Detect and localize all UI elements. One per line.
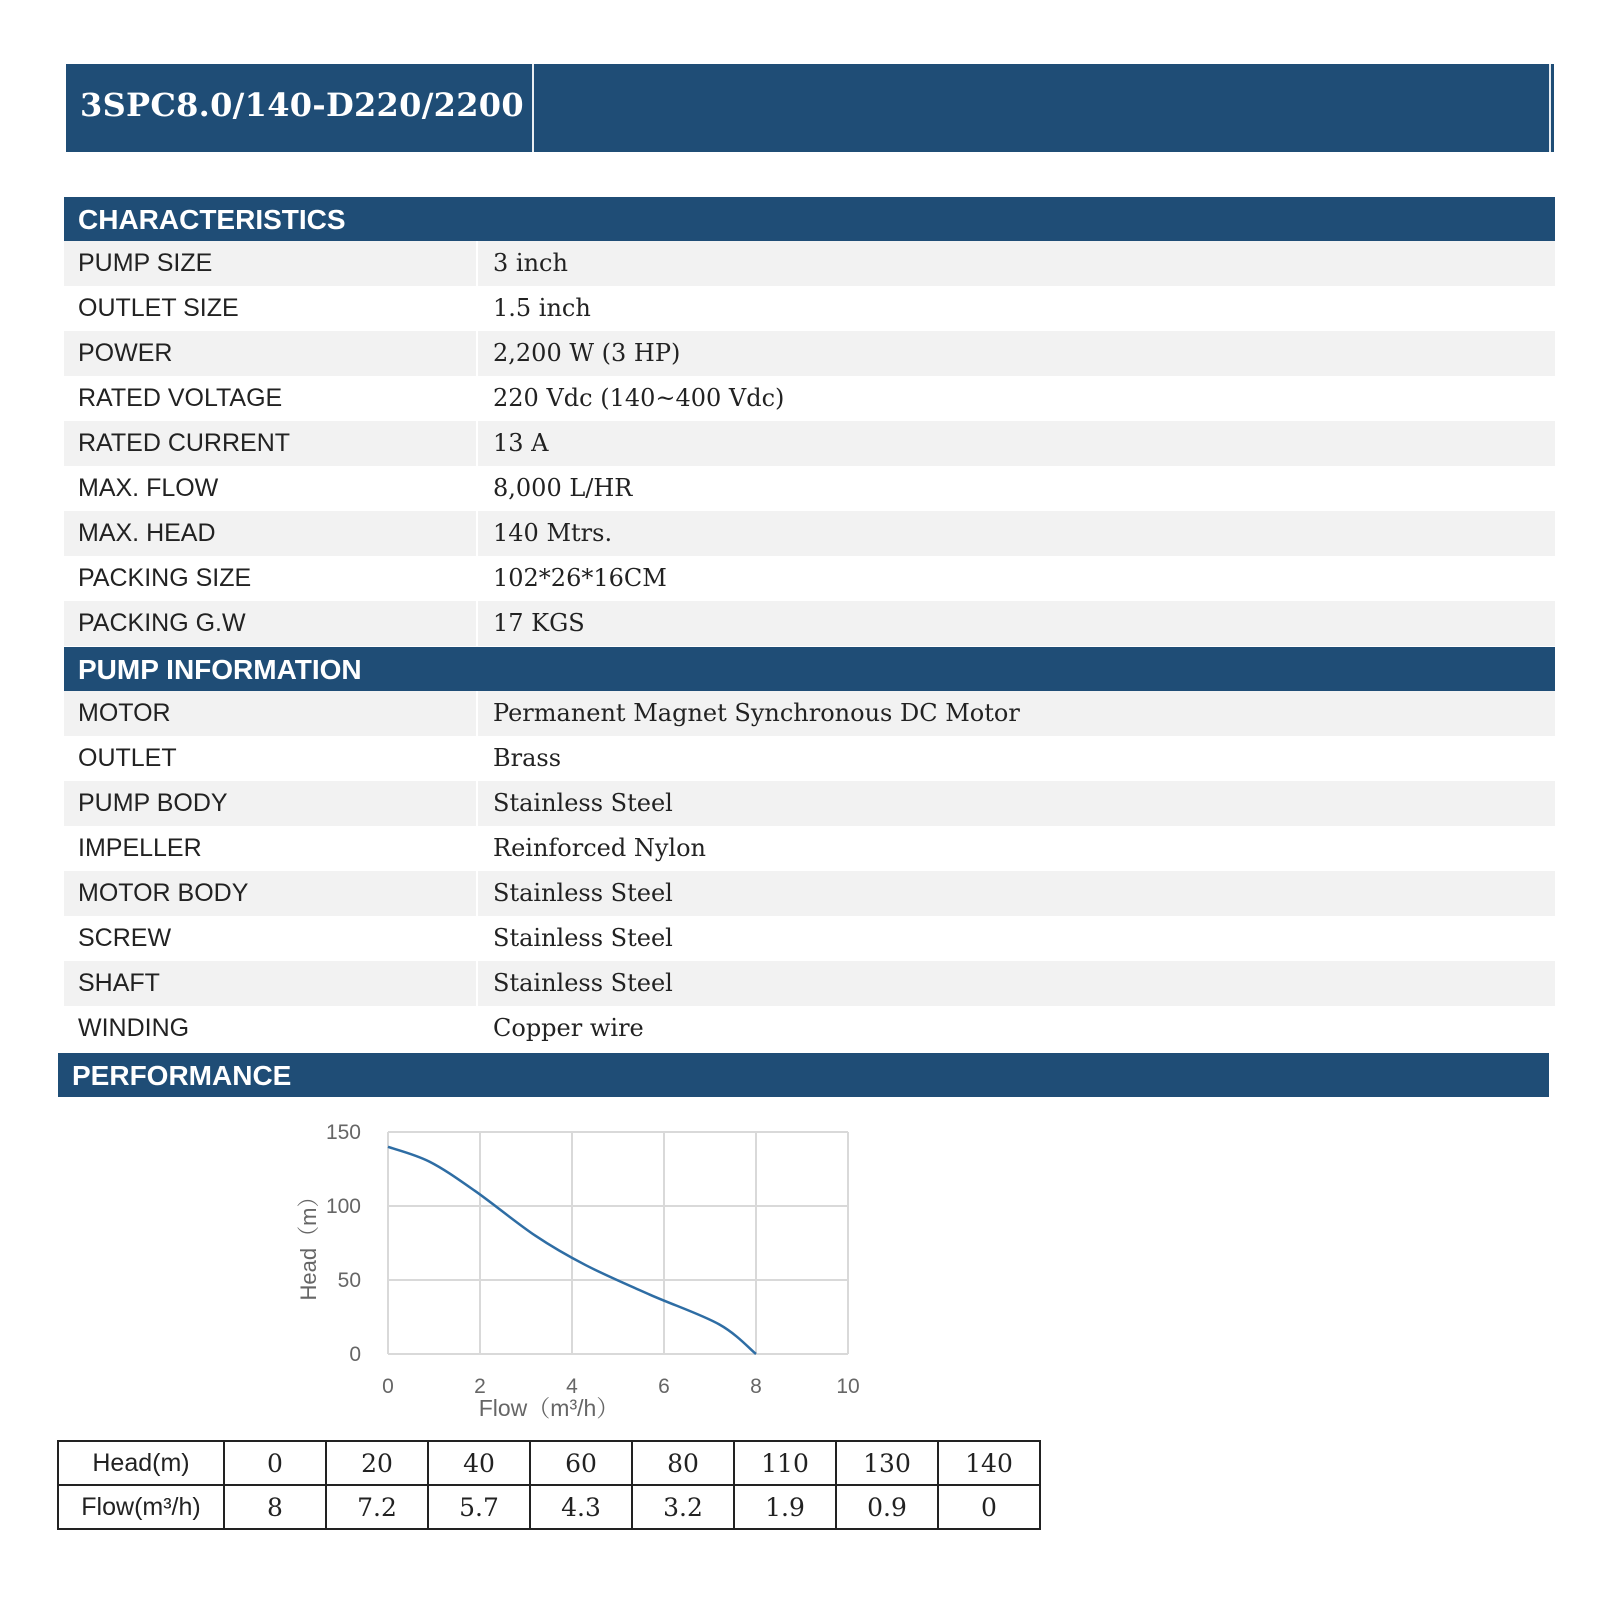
title-edge-line [1549,64,1551,152]
head-cell: 60 [530,1441,632,1485]
characteristics-heading: CHARACTERISTICS [64,197,1555,241]
head-cell: 20 [326,1441,428,1485]
page-title: 3SPC8.0/140-D220/2200 [80,86,524,124]
table-row [64,556,1555,601]
head-cell: 130 [836,1441,938,1485]
flow-cell: 8 [224,1485,326,1529]
row-value: 8,000 L/HR [476,466,1555,511]
row-value: 140 Mtrs. [476,511,1555,556]
chart-grid [388,1132,848,1354]
x-tick-label: 10 [836,1375,860,1398]
table-row [64,601,1555,646]
row-label: SCREW [78,924,172,952]
row-value: 102*26*16CM [476,556,1555,601]
head-cell: 80 [632,1441,734,1485]
head-cell: 40 [428,1441,530,1485]
pump-information-heading: PUMP INFORMATION [64,647,1555,691]
table-row [64,1006,1555,1051]
x-tick-label: 6 [658,1375,670,1398]
y-tick-labels [326,1121,361,1366]
flow-row [58,1485,1040,1529]
row-value: Stainless Steel [476,916,1555,961]
row-label: MAX. FLOW [78,474,219,502]
table-row [64,826,1555,871]
characteristics-section [64,197,1555,646]
x-tick-label: 8 [750,1375,762,1398]
head-cell: 140 [938,1441,1040,1485]
x-axis-label: Flow（m³/h） [478,1395,620,1421]
row-value: Stainless Steel [476,871,1555,916]
row-value: Reinforced Nylon [476,826,1555,871]
table-row [64,916,1555,961]
row-value: Stainless Steel [476,781,1555,826]
table-row [64,961,1555,1006]
pump-information-section [64,647,1555,1051]
row-label: PACKING SIZE [78,564,252,592]
table-row [64,331,1555,376]
y-tick-label: 50 [337,1269,361,1292]
table-row [64,511,1555,556]
performance-heading: PERFORMANCE [58,1053,1549,1097]
head-row [58,1441,1040,1485]
flow-cell: 5.7 [428,1485,530,1529]
row-label: OUTLET SIZE [78,294,239,322]
table-row [64,781,1555,826]
y-axis-label: Head（m） [296,1185,321,1301]
row-label: IMPELLER [78,834,202,862]
row-label: POWER [78,339,173,367]
row-label: MOTOR BODY [78,879,249,907]
flow-cell: 4.3 [530,1485,632,1529]
y-tick-label: 100 [325,1195,361,1218]
row-value: Stainless Steel [476,961,1555,1006]
row-value: Copper wire [476,1006,1555,1051]
flow-cell: 1.9 [734,1485,836,1529]
x-tick-label: 0 [382,1375,394,1398]
y-tick-label: 0 [349,1343,361,1366]
row-value: Permanent Magnet Synchronous DC Motor [476,691,1555,736]
row-value: 2,200 W (3 HP) [476,331,1555,376]
table-row [64,241,1555,286]
row-value: Brass [476,736,1555,781]
table-row [64,286,1555,331]
row-value: 13 A [476,421,1555,466]
row-value: 1.5 inch [476,286,1555,331]
flow-cell: 0.9 [836,1485,938,1529]
x-tick-label: 2 [474,1375,486,1398]
table-row [64,376,1555,421]
row-label: OUTLET [78,744,177,772]
table-row [64,466,1555,511]
head-cell: 110 [734,1441,836,1485]
row-label: RATED CURRENT [78,429,291,457]
row-label: SHAFT [78,969,160,997]
table-row [64,421,1555,466]
y-tick-label: 150 [325,1121,361,1144]
row-label: PACKING G.W [78,609,246,637]
row-value: 3 inch [476,241,1555,286]
row-value: 220 Vdc (140~400 Vdc) [476,376,1555,421]
performance-section [58,1053,1549,1097]
characteristics-rows [64,241,1555,646]
head-row-label: Head(m) [58,1441,224,1485]
title-bar [66,64,1554,152]
table-row [64,736,1555,781]
flow-cell: 7.2 [326,1485,428,1529]
flow-cell: 0 [938,1485,1040,1529]
title-divider [532,64,534,152]
flow-cell: 3.2 [632,1485,734,1529]
head-cell: 0 [224,1441,326,1485]
flow-row-label: Flow(m³/h) [58,1485,224,1529]
row-label: RATED VOLTAGE [78,384,283,412]
row-label: MOTOR [78,699,171,727]
row-label: WINDING [78,1014,190,1042]
x-tick-labels [382,1375,860,1398]
row-value: 17 KGS [476,601,1555,646]
performance-chart [280,1108,900,1428]
row-label: PUMP SIZE [78,249,213,277]
row-label: MAX. HEAD [78,519,216,547]
row-label: PUMP BODY [78,789,228,817]
table-row [64,691,1555,736]
pump-information-rows [64,691,1555,1051]
table-row [64,871,1555,916]
x-tick-label: 4 [566,1375,578,1398]
performance-table [57,1440,1041,1530]
